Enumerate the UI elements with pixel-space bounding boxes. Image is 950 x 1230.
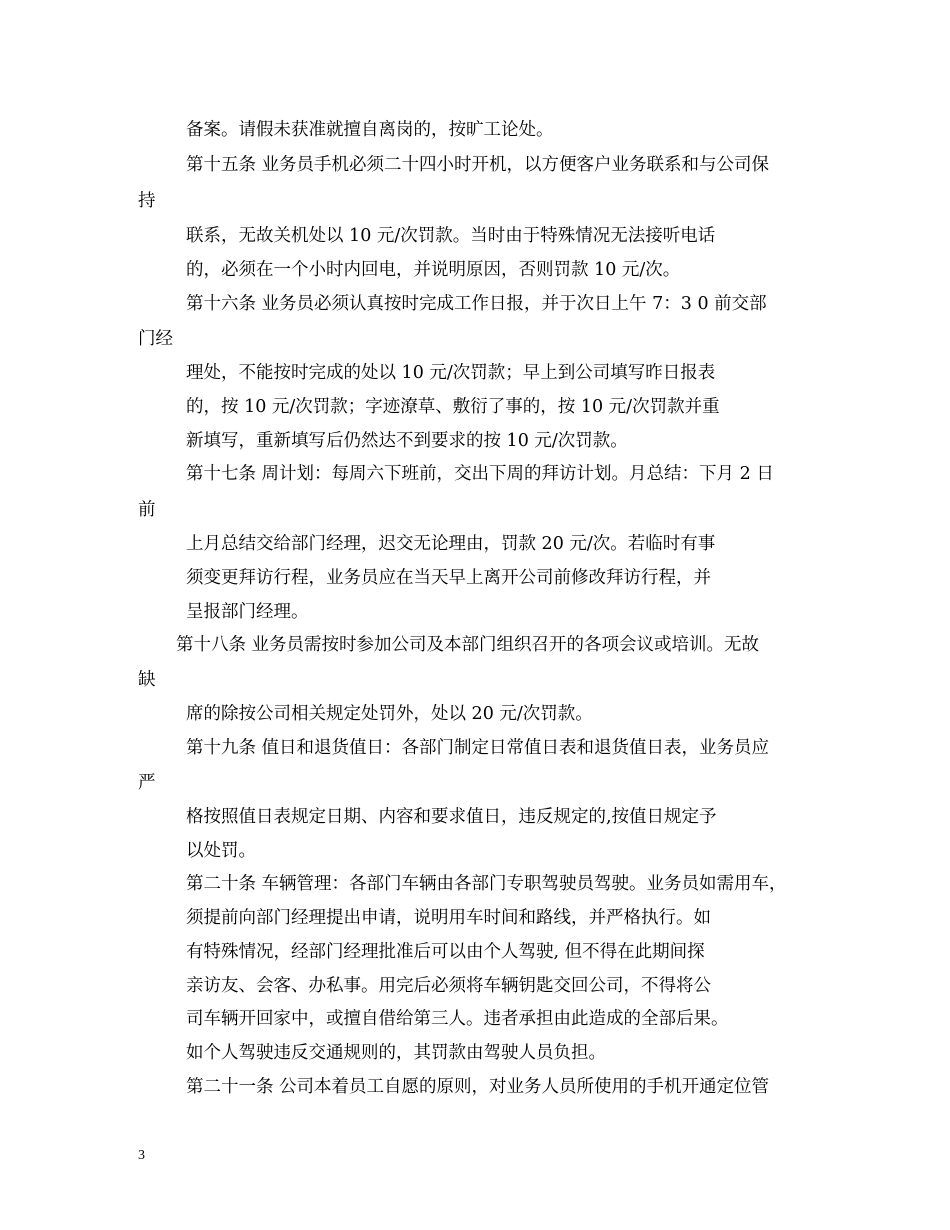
- text-line: 以处罚。: [186, 841, 256, 861]
- text-line: 第十九条 值日和退货值日：各部门制定日常值日表和退货值日表，业务员应: [186, 738, 770, 758]
- text-line: 司车辆开回家中，或擅自借给第三人。违者承担由此造成的全部后果。: [186, 1009, 729, 1029]
- text-line: 呈报部门经理。: [186, 602, 309, 622]
- text-line: 的，按 10 元/次罚款；字迹潦草、敷衍了事的，按 10 元/次罚款并重: [186, 397, 720, 417]
- text-line: 第十六条 业务员必须认真按时完成工作日报，并于次日上午 7：3 0 前交部: [186, 294, 767, 314]
- text-line: 严: [138, 773, 156, 793]
- text-line: 第十五条 业务员手机必须二十四小时开机，以方便客户业务联系和与公司保: [186, 155, 770, 175]
- text-line: 席的除按公司相关规定处罚外，处以 20 元/次罚款。: [186, 704, 593, 724]
- text-line: 持: [138, 191, 156, 211]
- text-line: 理处，不能按时完成的处以 10 元/次罚款；早上到公司填写昨日报表: [186, 363, 716, 383]
- text-line: 上月总结交给部门经理，迟交无论理由，罚款 20 元/次。若临时有事: [186, 534, 716, 554]
- text-line: 新填写，重新填写后仍然达不到要求的按 10 元/次罚款。: [186, 431, 628, 451]
- text-line: 缺: [138, 670, 156, 690]
- text-line: 格按照值日表规定日期、内容和要求值日，违反规定的,按值日规定予: [186, 807, 717, 827]
- text-line: 备案。请假未获准就擅自离岗的，按旷工论处。: [186, 120, 554, 140]
- text-line: 有特殊情况，经部门经理批准后可以由个人驾驶, 但不得在此期间探: [186, 942, 705, 962]
- text-line: 前: [138, 500, 156, 520]
- text-line: 第十八条 业务员需按时参加公司及本部门组织召开的各项会议或培训。无故: [176, 635, 760, 655]
- text-line: 第十七条 周计划：每周六下班前，交出下周的拜访计划。月总结：下月 2 日: [186, 464, 774, 484]
- text-line: 的，必须在一个小时内回电，并说明原因，否则罚款 10 元/次。: [186, 260, 681, 280]
- text-line: 须变更拜访行程，业务员应在当天早上离开公司前修改拜访行程，并: [186, 568, 711, 588]
- text-line: 亲访友、会客、办私事。用完后必须将车辆钥匙交回公司，不得将公: [186, 976, 711, 996]
- text-line: 如个人驾驶违反交通规则的，其罚款由驾驶人员负担。: [186, 1043, 606, 1063]
- page-number: 3: [138, 1148, 145, 1163]
- text-line: 第二十一条 公司本着员工自愿的原则，对业务人员所使用的手机开通定位管: [186, 1077, 770, 1097]
- text-line: 第二十条 车辆管理：各部门车辆由各部门专职驾驶员驾驶。业务员如需用车，: [186, 874, 787, 894]
- text-line: 联系，无故关机处以 10 元/次罚款。当时由于特殊情况无法接听电话: [186, 226, 716, 246]
- text-line: 门经: [138, 329, 173, 349]
- text-line: 须提前向部门经理提出申请，说明用车时间和路线，并严格执行。如: [186, 908, 711, 928]
